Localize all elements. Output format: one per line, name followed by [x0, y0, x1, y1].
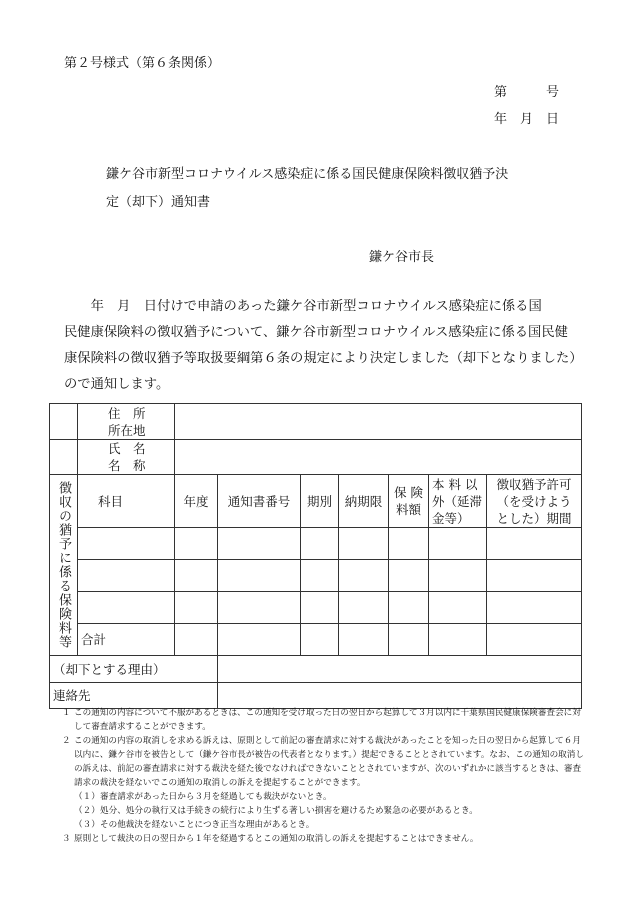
address-label: 住 所 所在地 [78, 404, 175, 440]
header-item: 科目 [78, 475, 175, 528]
name-label: 氏 名 名 称 [78, 440, 175, 475]
contact-value[interactable] [218, 683, 582, 709]
header-other-than-premium: 本 料 以 外（延滞 金等） [429, 475, 487, 528]
header-year: 年度 [175, 475, 218, 528]
deferred-premium-side-label: 徴収の猶予に係る保険料等 [50, 475, 78, 656]
table-row [50, 528, 582, 560]
note-2: ２ この通知の内容の取消しを求める訴えは、原則として前記の審査請求に対する裁決があったことを知った日の翌日から起算して６月以内に、鎌ケ谷市を被告として（鎌ケ谷市長が被告の代表者となります。）提起できることとされています。なお、この通知の取消しの訴えは、前記の審査請求に対する裁決を経た後でなければできないこととされていますが、次のいずれかに該当するときは、審査請求の裁決を経ないでこの通知の取消しの訴えを提起することができます。 [62, 736, 584, 788]
document-date: 年 月 日 [494, 112, 560, 127]
body-line-1: 年 月 日付けで申請のあった鎌ケ谷市新型コロナウイルス感染症に係る国 [64, 299, 542, 314]
address-value[interactable] [175, 404, 582, 440]
total-row [50, 624, 582, 656]
table-row [50, 592, 582, 624]
note-2-sub-3: （３） その他裁決を経ないことにつき正当な理由があるとき。 [74, 820, 315, 830]
note-3: ３ 原則として裁決の日の翌日から１年を経過するとこの通知の取消しの訴えを提起することはできません。 [62, 834, 479, 844]
note-2-sub-2: （２） 処分、処分の執行又は手続きの続行により生ずる著しい損害を避けるため緊急の必要があるとき。 [74, 806, 478, 816]
header-period: 期別 [301, 475, 339, 528]
issuer: 鎌ケ谷市長 [369, 250, 435, 265]
blank-corner [50, 404, 78, 440]
total-label: 合計 [78, 624, 175, 656]
body-line-4: ので通知します。 [64, 377, 170, 392]
reject-reason-value[interactable] [218, 656, 582, 683]
deferral-table [49, 403, 582, 709]
table-row [50, 560, 582, 592]
header-deferral-period: 徴収猶予許可 （を受けよう とした）期間 [487, 475, 582, 528]
contact-label: 連絡先 [50, 683, 218, 709]
document-number: 第 号 [494, 85, 560, 100]
name-value[interactable] [175, 440, 582, 475]
body-line-3: 康保険料の徴収猶予等取扱要綱第６条の規定により決定しました（却下となりました） [64, 351, 583, 366]
reject-reason-label: （却下とする理由） [50, 656, 218, 683]
body-line-2: 民健康保険料の徴収猶予について、鎌ケ谷市新型コロナウイルス感染症に係る国民健 [64, 325, 568, 340]
blank-corner [50, 440, 78, 475]
title-line-1: 鎌ケ谷市新型コロナウイルス感染症に係る国民健康保険料徴収猶予決 [106, 167, 509, 182]
header-due-date: 納期限 [339, 475, 389, 528]
notice-body [64, 294, 583, 398]
note-2-sub-1: （１） 審査請求があった日から３月を経過しても裁決がないとき。 [74, 792, 332, 802]
title-line-2: 定（却下）通知書 [106, 195, 211, 210]
form-number: 第２号様式（第６条関係） [64, 56, 221, 71]
notes [62, 706, 587, 846]
note-1: １ この通知の内容について不服があるときは、この通知を受け取った日の翌日から起算して３月以内に千葉県国民健康保険審査会に対して審査請求することができます。 [62, 708, 581, 732]
header-notice-number: 通知書番号 [218, 475, 301, 528]
header-premium-amount: 保 険 料額 [389, 475, 429, 528]
